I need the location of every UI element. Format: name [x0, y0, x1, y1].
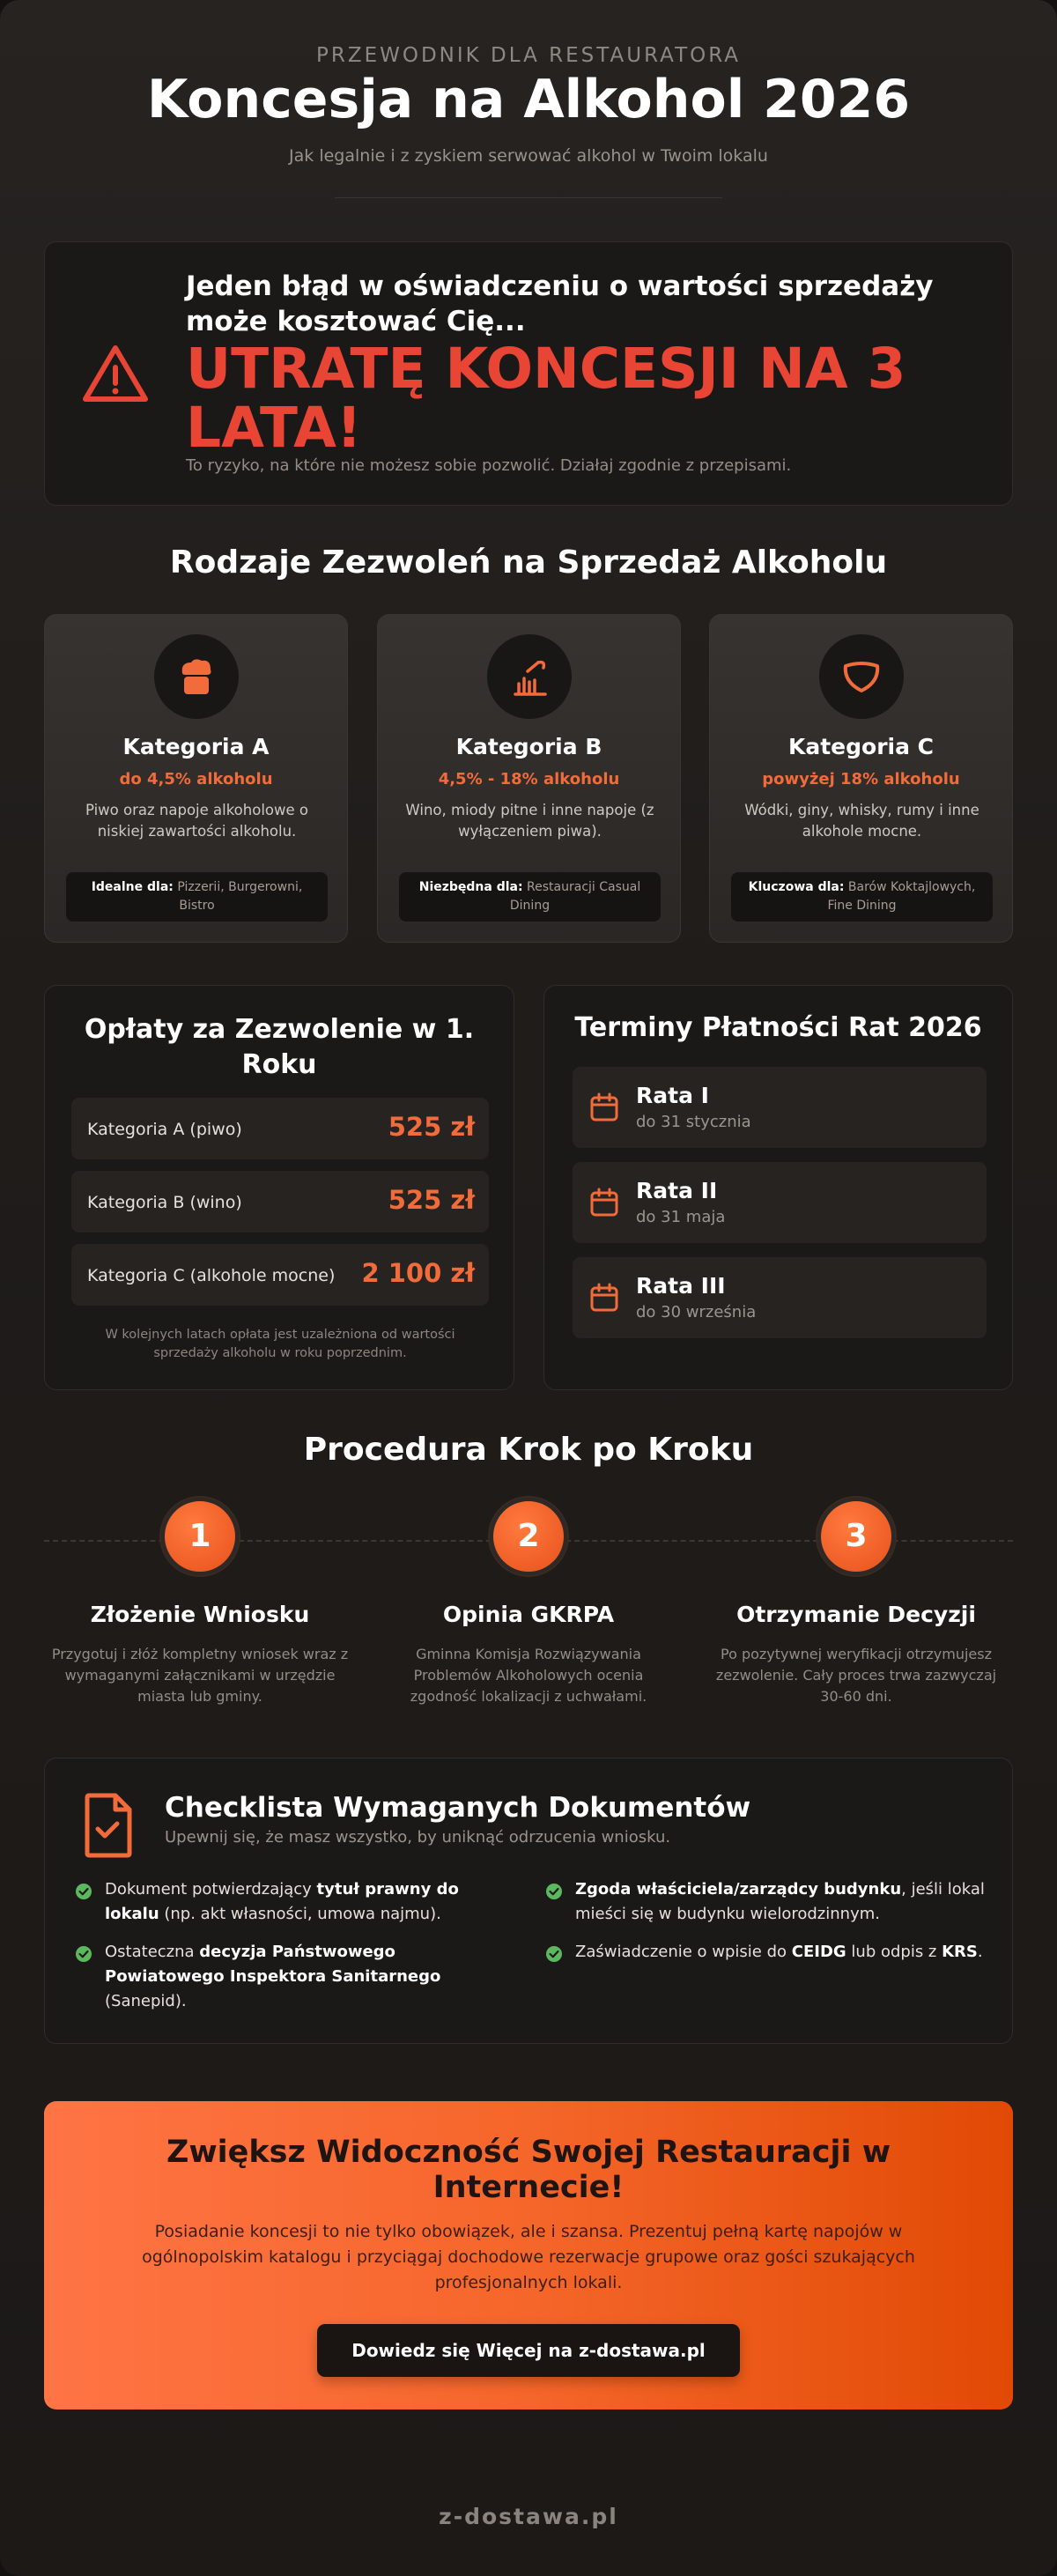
permit-icon-wrap [487, 634, 572, 719]
permit-range: powyżej 18% alkoholu [762, 770, 960, 788]
rate-name: Rata II [636, 1178, 718, 1203]
fee-label: Kategoria C (alkohole mocne) [87, 1266, 336, 1285]
footer-brand[interactable]: z-dostawa.pl [439, 2504, 618, 2529]
warning-highlight: UTRATĘ KONCESJI NA 3 LATA! [186, 337, 906, 460]
wine-bottle-icon [506, 654, 552, 700]
step-desc: Gminna Komisja Rozwiązywania Problemów Alkoholowych ocenia zgodność lokalizacji z uchwałami. [410, 1646, 647, 1705]
fee-row [71, 1171, 489, 1232]
warning-card [44, 241, 1013, 506]
permit-desc: Wódki, giny, whisky, rumy i inne alkohole mocne. [744, 802, 979, 840]
page-subtitle: Jak legalnie i z zyskiem serwować alkohol w Twoim lokalu [289, 146, 768, 166]
calendar-icon [588, 1282, 620, 1314]
permit-name: Kategoria C [787, 734, 935, 759]
checklist-item [75, 1877, 489, 1927]
check-circle-icon [75, 1945, 92, 1963]
item-text: (np. akt własności, umowa najmu). [159, 1905, 441, 1923]
fee-value: 2 100 zł [361, 1258, 475, 1288]
rate-date: do 31 stycznia [636, 1113, 751, 1131]
item-text: , jeśli lokal mieści się w budynku wielorodzinnym. [575, 1880, 985, 1923]
rate-date: do 31 maja [636, 1208, 726, 1226]
permit-ideal [731, 872, 993, 922]
fee-row [71, 1098, 489, 1159]
checklist-card [44, 1758, 1013, 2044]
checklist-item [75, 1940, 489, 2014]
item-bold: CEIDG [791, 1943, 846, 1961]
divider [335, 197, 722, 198]
checklist-subtitle: Upewnij się, że masz wszystko, by uniknąć odrzucenia wniosku. [165, 1828, 671, 1847]
fee-label: Kategoria A (piwo) [87, 1120, 242, 1139]
item-text: Ostateczna [105, 1943, 200, 1961]
fee-value: 525 zł [388, 1112, 475, 1142]
terms-card [543, 985, 1013, 1390]
cta-title: Zwiększ Widoczność Swojej Restauracji w Internecie! [166, 2135, 891, 2205]
check-circle-icon [75, 1883, 92, 1900]
step-number: 2 [490, 1498, 567, 1575]
step-title: Otrzymanie Decyzji [736, 1602, 976, 1627]
item-text: (Sanepid). [105, 1992, 187, 2010]
calendar-icon [588, 1187, 620, 1218]
permit-ideal-text: Barów Koktajlowych, Fine Dining [827, 880, 976, 913]
fee-value: 525 zł [388, 1185, 475, 1215]
item-bold: decyzja Państwowego Powiatowego Inspektora Sanitarnego [105, 1943, 441, 1986]
permit-ideal [66, 872, 328, 922]
rate-name: Rata III [636, 1273, 726, 1299]
terms-title: Terminy Płatności Rat 2026 [574, 1012, 982, 1043]
permit-ideal-label: Kluczowa dla: [748, 880, 845, 894]
permit-card-c [709, 614, 1013, 943]
item-bold: tytuł prawny do lokalu [105, 1880, 459, 1923]
permit-desc: Wino, miody pitne i inne napoje (z wyłączeniem piwa). [405, 802, 654, 840]
permit-ideal-label: Idealne dla: [91, 880, 174, 894]
fee-label: Kategoria B (wino) [87, 1193, 242, 1212]
permit-ideal-text: Pizzerii, Burgerowni, Bistro [177, 880, 303, 913]
permit-icon-wrap [819, 634, 904, 719]
beer-mug-icon [174, 654, 219, 700]
permit-name: Kategoria A [122, 734, 270, 759]
item-text: . [977, 1943, 983, 1961]
rate-item [573, 1257, 987, 1338]
permit-name: Kategoria B [455, 734, 602, 759]
cta-button[interactable]: Dowiedz się Więcej na z-dostawa.pl [317, 2324, 740, 2377]
rate-date: do 30 września [636, 1303, 757, 1321]
item-text: lub odpis z [846, 1943, 942, 1961]
checklist-item [545, 1940, 986, 1965]
step-title: Złożenie Wniosku [90, 1602, 310, 1627]
calendar-icon [588, 1092, 620, 1123]
permit-range: 4,5% - 18% alkoholu [438, 770, 620, 788]
permit-ideal-label: Niezbędna dla: [418, 880, 523, 894]
permit-icon-wrap [154, 634, 239, 719]
permits-title: Rodzaje Zezwoleń na Sprzedaż Alkoholu [169, 544, 888, 581]
permit-ideal-text: Restauracji Casual Dining [509, 880, 641, 913]
step-desc: Po pozytywnej weryfikacji otrzymujesz zezwolenie. Cały proces trwa zazwyczaj 30-60 dni. [715, 1646, 997, 1705]
fee-row [71, 1244, 489, 1306]
check-circle-icon [545, 1945, 563, 1963]
warning-note: To ryzyko, na które nie możesz sobie pozwolić. Działaj zgodnie z przepisami. [186, 456, 792, 475]
step-desc: Przygotuj i złóż kompletny wniosek wraz z wymaganymi załącznikami w urzędzie miasta lub gminy. [51, 1646, 349, 1705]
warning-heading: Jeden błąd w oświadczeniu o wartości sprzedaży może kosztować Cię... [186, 270, 934, 337]
rate-name: Rata I [636, 1083, 709, 1108]
warning-triangle-icon [80, 339, 151, 410]
item-bold: Zgoda właściciela/zarządcy budynku [575, 1880, 902, 1899]
step-number: 3 [817, 1498, 895, 1575]
fees-card [44, 985, 514, 1390]
item-text: Dokument potwierdzający [105, 1880, 317, 1899]
cocktail-glass-icon [839, 654, 884, 700]
permit-card-b [377, 614, 681, 943]
document-check-icon [82, 1792, 135, 1859]
checklist-title: Checklista Wymaganych Dokumentów [165, 1792, 751, 1824]
fees-note: W kolejnych latach opłata jest uzależniona od wartości sprzedaży alkoholu w roku poprzednim. [105, 1328, 455, 1360]
permit-card-a [44, 614, 348, 943]
page-title: Koncesja na Alkohol 2026 [146, 69, 911, 130]
rate-item [573, 1067, 987, 1148]
step-number: 1 [161, 1498, 239, 1575]
permit-desc: Piwo oraz napoje alkoholowe o niskiej zawartości alkoholu. [85, 802, 308, 840]
step-title: Opinia GKRPA [442, 1602, 615, 1627]
item-text: Zaświadczenie o wpisie do [575, 1943, 792, 1961]
rate-item [573, 1162, 987, 1243]
check-circle-icon [545, 1883, 563, 1900]
checklist-item [545, 1877, 986, 1927]
cta-text: Posiadanie koncesji to nie tylko obowiązek, ale i szansa. Prezentuj pełną kartę napojów w ogólnopolskim katalogu i przyciągaj dochodowe rezerwacje grupowe oraz gości szukających profesjonalnych lokali. [142, 2222, 915, 2292]
cta-banner [44, 2101, 1013, 2409]
permit-ideal [399, 872, 661, 922]
fees-title: Opłaty za Zezwolenie w 1. Roku [84, 1014, 475, 1080]
item-bold: KRS [942, 1943, 978, 1961]
procedure-title: Procedura Krok po Kroku [303, 1432, 754, 1468]
eyebrow: PRZEWODNIK DLA RESTAURATORA [315, 44, 742, 67]
permit-range: do 4,5% alkoholu [119, 770, 273, 788]
